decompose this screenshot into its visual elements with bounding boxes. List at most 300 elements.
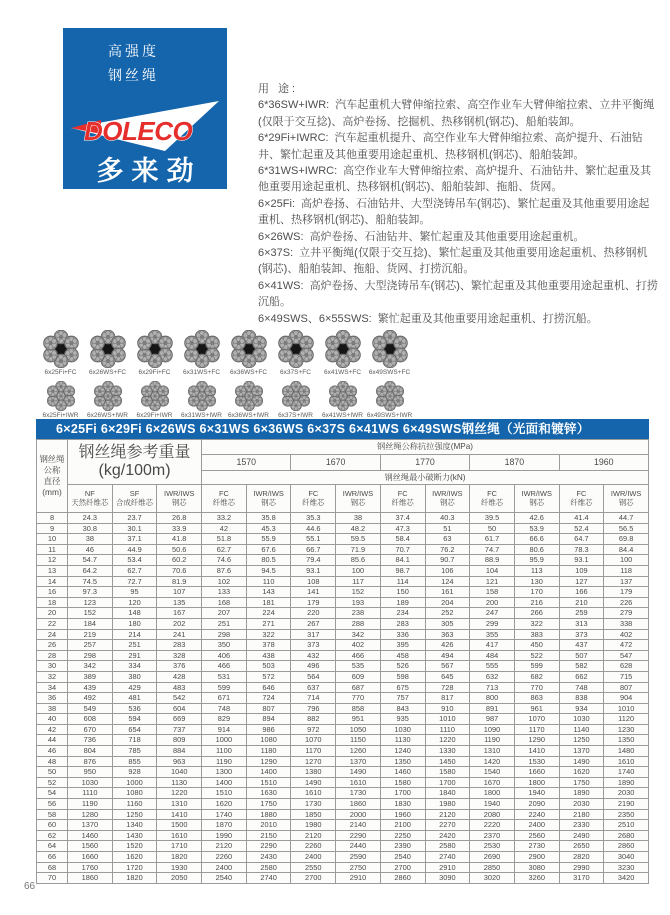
value-cell: 152 — [336, 587, 381, 598]
value-cell: 2120 — [291, 830, 336, 841]
value-cell: 118 — [604, 565, 649, 576]
diameter-cell: 56 — [37, 799, 68, 810]
value-cell: 737 — [157, 724, 202, 735]
value-cell: 39.5 — [470, 513, 515, 524]
value-cell: 609 — [336, 671, 381, 682]
usage-item — [258, 311, 658, 327]
value-cell: 1610 — [291, 788, 336, 799]
value-cell: 2220 — [470, 820, 515, 831]
value-cell: 2680 — [604, 830, 649, 841]
value-cell: 207 — [202, 608, 247, 619]
diameter-cell: 64 — [37, 841, 68, 852]
value-cell: 1850 — [291, 809, 336, 820]
value-cell: 299 — [470, 618, 515, 629]
value-cell: 535 — [336, 661, 381, 672]
rope-item — [319, 330, 366, 376]
diameter-cell: 9 — [37, 523, 68, 534]
value-cell: 79.4 — [291, 555, 336, 566]
value-cell: 3080 — [514, 862, 559, 873]
value-cell: 74.6 — [202, 555, 247, 566]
value-cell: 757 — [380, 693, 425, 704]
value-cell: 1070 — [291, 735, 336, 746]
value-cell: 1660 — [514, 767, 559, 778]
diameter-cell: 22 — [37, 618, 68, 629]
diameter-cell: 26 — [37, 640, 68, 651]
column-header: FC 纤维芯 — [470, 485, 515, 513]
value-cell: 2030 — [559, 799, 604, 810]
value-cell: 251 — [112, 640, 157, 651]
value-cell: 770 — [336, 693, 381, 704]
table-row — [37, 544, 649, 555]
value-cell: 1820 — [157, 852, 202, 863]
value-cell: 2910 — [425, 862, 470, 873]
value-cell: 143 — [246, 587, 291, 598]
value-cell: 184 — [68, 618, 113, 629]
value-cell: 80.5 — [246, 555, 291, 566]
value-cell: 123 — [68, 597, 113, 608]
column-header: IWR/IWS 钢芯 — [425, 485, 470, 513]
value-cell: 120 — [112, 597, 157, 608]
value-cell: 1610 — [157, 830, 202, 841]
rope-cross-section-icon — [136, 330, 174, 368]
usage-rope-code: 6×49SWS、6×55SWS: — [258, 312, 372, 325]
rope-cross-section-icon — [89, 330, 127, 368]
value-cell: 247 — [470, 608, 515, 619]
weight-group-line1: 钢丝绳参考重量 — [78, 443, 191, 461]
value-cell: 204 — [425, 597, 470, 608]
rope-label: 6x36WS+FC — [229, 369, 268, 376]
table-row — [37, 671, 649, 682]
value-cell: 60.2 — [157, 555, 202, 566]
column-header: IWR/IWS 钢芯 — [336, 485, 381, 513]
doleco-logo-text: DOLECO — [84, 116, 193, 146]
value-cell: 152 — [68, 608, 113, 619]
value-cell: 2740 — [425, 852, 470, 863]
value-cell: 44.6 — [291, 523, 336, 534]
value-cell: 373 — [559, 629, 604, 640]
value-cell: 226 — [604, 597, 649, 608]
value-cell: 645 — [425, 671, 470, 682]
value-cell: 373 — [291, 640, 336, 651]
value-cell: 1880 — [246, 809, 291, 820]
value-cell: 200 — [470, 597, 515, 608]
value-cell: 438 — [246, 650, 291, 661]
value-cell: 114 — [380, 576, 425, 587]
value-cell: 383 — [514, 629, 559, 640]
value-cell: 363 — [425, 629, 470, 640]
value-cell: 53.9 — [514, 523, 559, 534]
value-cell: 85.6 — [336, 555, 381, 566]
value-cell: 2390 — [380, 841, 425, 852]
rope-label: 6x49SWS+FC — [368, 369, 411, 376]
rope-item — [366, 381, 413, 419]
value-cell: 1520 — [112, 841, 157, 852]
value-cell: 3170 — [559, 873, 604, 884]
value-cell: 1540 — [470, 767, 515, 778]
value-cell: 1110 — [425, 724, 470, 735]
value-cell: 542 — [157, 693, 202, 704]
value-cell: 70.7 — [380, 544, 425, 555]
diameter-cell: 44 — [37, 735, 68, 746]
value-cell: 2240 — [514, 809, 559, 820]
value-cell: 450 — [514, 640, 559, 651]
brand-tagline-line2: 钢丝绳 — [108, 67, 159, 83]
column-header: FC 纤维芯 — [202, 485, 247, 513]
value-cell: 2140 — [336, 820, 381, 831]
value-cell: 472 — [604, 640, 649, 651]
rope-item — [225, 330, 272, 376]
usage-rope-code: 6×37S: — [258, 247, 294, 260]
value-cell: 804 — [68, 746, 113, 757]
usage-desc: 繁忙起重及其他重要用途起重机、打捞沉船。 — [377, 312, 598, 325]
usage-item — [258, 245, 658, 278]
value-cell: 64.2 — [68, 565, 113, 576]
value-cell: 2430 — [246, 852, 291, 863]
value-cell: 2740 — [246, 873, 291, 884]
value-cell: 481 — [112, 693, 157, 704]
table-row — [37, 629, 649, 640]
value-cell: 555 — [470, 661, 515, 672]
value-cell: 288 — [336, 618, 381, 629]
value-cell: 796 — [291, 703, 336, 714]
value-cell: 1620 — [559, 767, 604, 778]
value-cell: 1610 — [604, 756, 649, 767]
value-cell: 259 — [559, 608, 604, 619]
value-cell: 1410 — [514, 746, 559, 757]
value-cell: 1500 — [157, 820, 202, 831]
value-cell: 107 — [157, 587, 202, 598]
value-cell: 74.5 — [68, 576, 113, 587]
value-cell: 2400 — [202, 862, 247, 873]
value-cell: 26.8 — [157, 513, 202, 524]
value-cell: 1250 — [112, 809, 157, 820]
value-cell: 1110 — [68, 788, 113, 799]
value-cell: 494 — [425, 650, 470, 661]
brand-tagline-line1: 高强度 — [108, 43, 159, 59]
value-cell: 71.9 — [336, 544, 381, 555]
usage-desc: 高炉卷扬、石油钻井、大型浇铸吊车(钢芯)、繁忙起重及其他重要用途起重机、热移钢机(钢芯)、船舶装卸。 — [258, 197, 650, 227]
value-cell: 1240 — [380, 746, 425, 757]
value-cell: 40.3 — [425, 513, 470, 524]
usage-rope-code: 6*31WS+IWRC: — [258, 165, 338, 178]
value-cell: 42.6 — [514, 513, 559, 524]
diameter-cell: 68 — [37, 862, 68, 873]
value-cell: 84.4 — [604, 544, 649, 555]
usage-desc: 高炉卷扬、石油钻井、繁忙起重及其他重要用途起重机。 — [309, 230, 585, 243]
value-cell: 3260 — [514, 873, 559, 884]
column-header: FC 纤维芯 — [380, 485, 425, 513]
rope-cross-section-icon — [230, 330, 268, 368]
diameter-cell: 11 — [37, 544, 68, 555]
value-cell: 238 — [336, 608, 381, 619]
value-cell: 1870 — [202, 820, 247, 831]
value-cell: 894 — [246, 714, 291, 725]
value-cell: 166 — [559, 587, 604, 598]
breaking-force-header: 钢丝绳最小破断力(kN) — [202, 471, 649, 485]
value-cell: 1030 — [559, 714, 604, 725]
value-cell: 41.8 — [157, 534, 202, 545]
value-cell: 1480 — [604, 746, 649, 757]
value-cell: 522 — [514, 650, 559, 661]
value-cell: 1890 — [559, 788, 604, 799]
value-cell: 328 — [157, 650, 202, 661]
value-cell: 817 — [425, 693, 470, 704]
value-cell: 1930 — [157, 862, 202, 873]
value-cell: 2400 — [514, 820, 559, 831]
value-cell: 45.3 — [246, 523, 291, 534]
value-cell: 378 — [246, 640, 291, 651]
value-cell: 168 — [202, 597, 247, 608]
value-cell: 93.1 — [559, 555, 604, 566]
value-cell: 62.7 — [112, 565, 157, 576]
usage-item — [258, 278, 658, 311]
diameter-cell: 60 — [37, 820, 68, 831]
table-row — [37, 597, 649, 608]
rope-label: 6x41WS+FC — [323, 369, 362, 376]
value-cell: 1370 — [559, 746, 604, 757]
value-cell: 961 — [514, 703, 559, 714]
value-cell: 1190 — [68, 799, 113, 810]
strength-value: 1570 — [202, 455, 291, 471]
value-cell: 736 — [68, 735, 113, 746]
value-cell: 87.6 — [202, 565, 247, 576]
value-cell: 2580 — [246, 862, 291, 873]
brand-name-cn: 多来劲 — [96, 156, 202, 186]
value-cell: 35.3 — [291, 513, 336, 524]
diameter-cell: 36 — [37, 693, 68, 704]
value-cell: 1310 — [157, 799, 202, 810]
value-cell: 2560 — [514, 830, 559, 841]
value-cell: 1490 — [291, 777, 336, 788]
value-cell: 724 — [246, 693, 291, 704]
value-cell: 2260 — [291, 841, 336, 852]
diameter-cell: 62 — [37, 830, 68, 841]
rope-cross-section-icon — [328, 381, 358, 411]
usage-desc: 高炉卷扬、大型浇铸吊车(钢芯)、繁忙起重及其他重要用途起重机、打捞沉船。 — [258, 279, 658, 309]
value-cell: 44.7 — [604, 513, 649, 524]
value-cell: 100 — [604, 555, 649, 566]
diameter-header-line: 直径 — [43, 476, 61, 486]
value-cell: 963 — [157, 756, 202, 767]
value-cell: 1840 — [425, 788, 470, 799]
value-cell: 88.9 — [470, 555, 515, 566]
value-cell: 531 — [202, 671, 247, 682]
value-cell: 1190 — [470, 735, 515, 746]
rope-row-fc — [37, 330, 413, 376]
value-cell: 599 — [514, 661, 559, 672]
value-cell: 1350 — [380, 756, 425, 767]
value-cell: 1290 — [514, 735, 559, 746]
diameter-cell: 18 — [37, 597, 68, 608]
spec-table-title: 6×25Fi 6×29Fi 6×26WS 6×31WS 6×36WS 6×37S 6×41WS 6×49SWS钢丝绳（光面和镀锌） — [36, 419, 649, 439]
value-cell: 2820 — [559, 852, 604, 863]
diameter-cell: 10 — [37, 534, 68, 545]
value-cell: 1630 — [246, 788, 291, 799]
value-cell: 1580 — [425, 767, 470, 778]
value-cell: 291 — [112, 650, 157, 661]
value-cell: 1130 — [380, 735, 425, 746]
value-cell: 748 — [202, 703, 247, 714]
value-cell: 1980 — [425, 799, 470, 810]
value-cell: 179 — [291, 597, 336, 608]
rope-item — [272, 330, 319, 376]
value-cell: 179 — [604, 587, 649, 598]
value-cell: 2150 — [246, 830, 291, 841]
value-cell: 1400 — [246, 767, 291, 778]
value-cell: 1260 — [336, 746, 381, 757]
value-cell: 41.4 — [559, 513, 604, 524]
value-cell: 161 — [425, 587, 470, 598]
value-cell: 2700 — [380, 862, 425, 873]
value-cell: 439 — [68, 682, 113, 693]
value-cell: 1460 — [380, 767, 425, 778]
table-row — [37, 565, 649, 576]
table-row — [37, 799, 649, 810]
value-cell: 572 — [246, 671, 291, 682]
value-cell: 437 — [559, 640, 604, 651]
rope-label: 6x29Fi+FC — [138, 369, 171, 376]
value-cell: 608 — [68, 714, 113, 725]
value-cell: 2990 — [559, 862, 604, 873]
value-cell: 526 — [380, 661, 425, 672]
table-row — [37, 777, 649, 788]
value-cell: 2330 — [559, 820, 604, 831]
value-cell: 748 — [559, 682, 604, 693]
value-cell: 1230 — [604, 724, 649, 735]
value-cell: 632 — [470, 671, 515, 682]
value-cell: 283 — [157, 640, 202, 651]
value-cell: 70.6 — [157, 565, 202, 576]
value-cell: 2730 — [514, 841, 559, 852]
value-cell: 2910 — [336, 873, 381, 884]
value-cell: 33.2 — [202, 513, 247, 524]
rope-item — [178, 381, 225, 419]
table-row — [37, 576, 649, 587]
value-cell: 1220 — [157, 788, 202, 799]
value-cell: 935 — [380, 714, 425, 725]
weight-group-header — [68, 440, 202, 485]
value-cell: 98.7 — [380, 565, 425, 576]
value-cell: 67.6 — [246, 544, 291, 555]
rope-label: 6x25Fi+FC — [44, 369, 77, 376]
diameter-cell: 50 — [37, 767, 68, 778]
value-cell: 2100 — [380, 820, 425, 831]
rope-label: 6x49SWS+IWR — [366, 412, 413, 419]
page-number: 66 — [24, 881, 36, 892]
value-cell: 669 — [157, 714, 202, 725]
value-cell: 2290 — [336, 830, 381, 841]
value-cell: 1330 — [425, 746, 470, 757]
value-cell: 417 — [470, 640, 515, 651]
value-cell: 2510 — [604, 820, 649, 831]
value-cell: 219 — [68, 629, 113, 640]
diameter-cell: 32 — [37, 671, 68, 682]
value-cell: 972 — [291, 724, 336, 735]
value-cell: 1180 — [246, 746, 291, 757]
value-cell: 1070 — [514, 714, 559, 725]
value-cell: 54.7 — [68, 555, 113, 566]
value-cell: 2850 — [470, 862, 515, 873]
value-cell: 904 — [604, 693, 649, 704]
value-cell: 1960 — [380, 809, 425, 820]
value-cell: 671 — [202, 693, 247, 704]
rope-label: 6x37S+IWR — [278, 412, 313, 419]
table-row — [37, 650, 649, 661]
value-cell: 1460 — [68, 830, 113, 841]
value-cell: 2860 — [380, 873, 425, 884]
value-cell: 279 — [604, 608, 649, 619]
value-cell: 1000 — [112, 777, 157, 788]
value-cell: 322 — [246, 629, 291, 640]
value-cell: 252 — [425, 608, 470, 619]
value-cell: 1400 — [202, 777, 247, 788]
value-cell: 713 — [470, 682, 515, 693]
value-cell: 1510 — [202, 788, 247, 799]
table-row — [37, 714, 649, 725]
value-cell: 2540 — [202, 873, 247, 884]
usage-rope-code: 6×26WS: — [258, 230, 304, 243]
value-cell: 267 — [291, 618, 336, 629]
diameter-cell: 12 — [37, 555, 68, 566]
value-cell: 2000 — [336, 809, 381, 820]
value-cell: 189 — [380, 597, 425, 608]
value-cell: 1310 — [470, 746, 515, 757]
value-cell: 1720 — [112, 862, 157, 873]
value-cell: 193 — [336, 597, 381, 608]
value-cell: 3230 — [604, 862, 649, 873]
value-cell: 271 — [246, 618, 291, 629]
value-cell: 376 — [157, 661, 202, 672]
value-cell: 687 — [336, 682, 381, 693]
value-cell: 334 — [112, 661, 157, 672]
value-cell: 406 — [202, 650, 247, 661]
value-cell: 1370 — [68, 820, 113, 831]
value-cell: 342 — [336, 629, 381, 640]
value-cell: 110 — [246, 576, 291, 587]
column-header: IWR/IWS 钢芯 — [604, 485, 649, 513]
usage-rope-code: 6*29Fi+IWRC: — [258, 132, 329, 145]
value-cell: 928 — [112, 767, 157, 778]
value-cell: 914 — [202, 724, 247, 735]
value-cell: 55.1 — [291, 534, 336, 545]
value-cell: 181 — [246, 597, 291, 608]
spec-table-section — [36, 419, 649, 884]
table-row — [37, 767, 649, 778]
value-cell: 800 — [470, 693, 515, 704]
spec-table — [36, 439, 649, 884]
value-cell: 69.8 — [604, 534, 649, 545]
value-cell: 35.8 — [246, 513, 291, 524]
value-cell: 95 — [112, 587, 157, 598]
diameter-cell: 38 — [37, 703, 68, 714]
value-cell: 496 — [291, 661, 336, 672]
usage-rope-code: 6×41WS: — [258, 279, 304, 292]
value-cell: 53.4 — [112, 555, 157, 566]
rope-item — [131, 330, 178, 376]
value-cell: 2190 — [604, 799, 649, 810]
diameter-header — [37, 440, 68, 513]
value-cell: 74.7 — [470, 544, 515, 555]
value-cell: 313 — [559, 618, 604, 629]
value-cell: 429 — [112, 682, 157, 693]
diameter-cell: 48 — [37, 756, 68, 767]
brand-box — [63, 28, 227, 189]
value-cell: 64.7 — [559, 534, 604, 545]
value-cell: 220 — [291, 608, 336, 619]
value-cell: 458 — [380, 650, 425, 661]
table-row — [37, 873, 649, 884]
value-cell: 2370 — [470, 830, 515, 841]
